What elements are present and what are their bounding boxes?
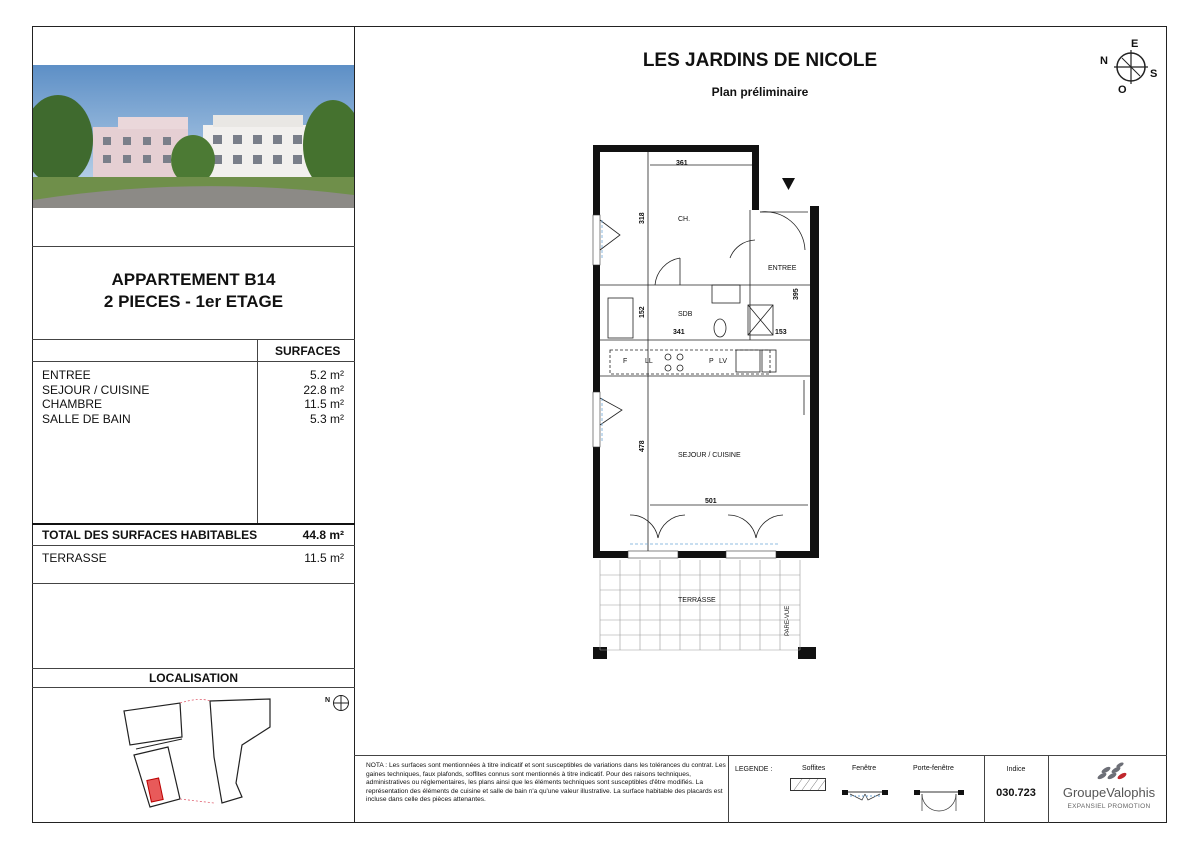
indice-value: 030.723 [996, 787, 1036, 799]
surfaces-column-divider [257, 339, 258, 524]
surface-label: SEJOUR / CUISINE [42, 382, 150, 397]
fixture-label: LV [719, 358, 728, 365]
surface-label: CHAMBRE [42, 397, 103, 411]
divider [32, 246, 355, 247]
terrasse-value: 11.5 m² [304, 551, 344, 565]
legende-label: LEGENDE : [735, 766, 773, 773]
divider [32, 545, 355, 546]
localisation-map [110, 693, 360, 818]
room-label-terrasse: TERRASSE [678, 597, 716, 604]
divider [32, 523, 355, 525]
apartment-name: APPARTEMENT B14 [111, 270, 276, 289]
building-rendering-image [33, 65, 354, 208]
legend-soffites-label: Soffites [802, 765, 826, 772]
room-label-entree: ENTREE [768, 265, 797, 272]
localisation-header: LOCALISATION [148, 671, 239, 685]
compass-label-s: S [1150, 68, 1158, 80]
room-label-sejour: SEJOUR / CUISINE [678, 452, 741, 459]
localisation-north-label: N [325, 697, 331, 704]
dimension-label: 318 [639, 212, 646, 224]
project-title: LES JARDINS DE NICOLE [642, 50, 878, 71]
room-label-sdb: SDB [678, 311, 693, 318]
compass-icon [1114, 50, 1148, 84]
surface-label: SALLE DE BAIN [42, 411, 131, 426]
project-subtitle: Plan préliminaire [711, 85, 809, 99]
dimension-label: 152 [639, 306, 646, 318]
indice-label: Indice [1006, 766, 1026, 773]
apartment-description: 2 PIECES - 1er ETAGE [103, 292, 284, 311]
total-label: TOTAL DES SURFACES HABITABLES [42, 528, 258, 542]
dimension-label: 361 [676, 160, 688, 167]
divider [32, 339, 355, 340]
surface-row [42, 383, 344, 398]
divider [354, 755, 1167, 756]
surfaces-header: SURFACES [275, 344, 341, 358]
total-value: 44.8 m² [302, 528, 344, 542]
surfaces-list [42, 368, 344, 426]
divider [1048, 755, 1049, 823]
floor-plan [590, 140, 830, 665]
compass-label-o: O [1118, 84, 1127, 96]
surface-label: ENTREE [42, 368, 91, 382]
surface-row [42, 397, 344, 412]
legend-porte-fenetre-label: Porte-fenêtre [913, 765, 954, 772]
divider [32, 668, 355, 669]
dimension-label: 153 [775, 329, 787, 336]
brand-name: GroupeValophis [1062, 785, 1156, 800]
divider [32, 687, 355, 688]
fixture-label: LL [645, 358, 653, 365]
divider [32, 361, 355, 362]
dimension-label: 501 [705, 498, 717, 505]
soffite-legend-icon [790, 778, 826, 792]
pare-vue-label: PARE-VUE [785, 605, 791, 636]
fixture-label: P [709, 358, 714, 365]
room-label-chambre: CH. [678, 216, 691, 223]
north-arrow-icon [332, 694, 350, 712]
surface-value: 22.8 m² [303, 382, 344, 397]
compass-label-e: E [1131, 38, 1139, 50]
window-legend-icon [842, 786, 888, 810]
brand-subtitle: EXPANSIEL PROMOTION [1067, 803, 1151, 810]
nota-text: NOTA : Les surfaces sont mentionnées à titre indicatif et sont susceptibles de variations dans les tolérances du contrat. Les gaines techniques, faux plafonds, soffites connus sont mentionnés à titre indicatif. Pour des raisons techniques, administratives ou réglementaires, les plans ainsi que les éléments techniques sont susceptibles d'être modifiés. La représentation des éléments de cuisine et salle de bain n'a qu'une valeur illustrative. La surface habitable des placards est incluse dans celle des pièces attenantes. [366, 762, 726, 804]
terrasse-label: TERRASSE [42, 551, 107, 565]
legend-fenetre-label: Fenêtre [852, 765, 877, 772]
surface-value: 11.5 m² [304, 397, 344, 411]
surface-row [42, 412, 344, 427]
surface-value: 5.2 m² [309, 368, 344, 382]
fixture-label: F [623, 358, 628, 365]
dimension-label: 478 [639, 440, 646, 452]
french-window-legend-icon [914, 786, 964, 818]
valophis-logo-icon [1094, 762, 1128, 782]
dimension-label: 395 [793, 288, 800, 300]
surface-value: 5.3 m² [309, 411, 344, 426]
divider [728, 755, 729, 823]
surface-row [42, 368, 344, 383]
compass-label-n: N [1100, 55, 1108, 67]
dimension-label: 341 [673, 329, 685, 336]
divider [32, 583, 355, 584]
